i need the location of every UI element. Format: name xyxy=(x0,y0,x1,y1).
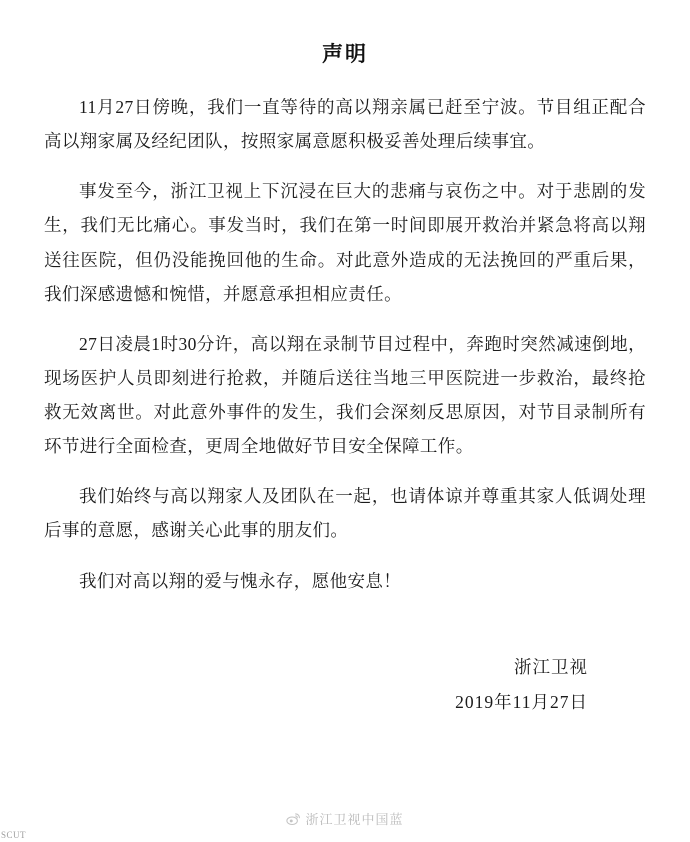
paragraph-1: 11月27日傍晚，我们一直等待的高以翔亲属已赶至宁波。节目组正配合高以翔家属及经纪团队，按照家属意愿积极妥善处理后续事宜。 xyxy=(44,97,646,152)
weibo-icon xyxy=(286,812,300,826)
watermark-text: 浙江卫视中国蓝 xyxy=(305,812,404,827)
watermark xyxy=(0,809,690,828)
paragraph-5: 我们对高以翔的爱与愧永存，愿他安息！ xyxy=(79,570,402,591)
corner-mark: SCUT xyxy=(1,830,27,840)
paragraph-4: 我们始终与高以翔家人及团队在一起，也请体谅并尊重其家人低调处理后事的意愿，感谢关心此事的朋友们。 xyxy=(44,486,646,541)
signature-block xyxy=(44,650,646,720)
paragraph-2: 事发至今，浙江卫视上下沉浸在巨大的悲痛与哀伤之中。对于悲剧的发生，我们无比痛心。事发当时，我们在第一时间即展开救治并紧急将高以翔送往医院，但仍没能挽回他的生命。对此意外造成的无法挽回的严重后果，我们深感遗憾和惋惜，并愿意承担相应责任。 xyxy=(44,181,646,304)
signature-date: 2019年11月27日 xyxy=(455,691,588,712)
paragraph-3: 27日凌晨1时30分许，高以翔在录制节目过程中，奔跑时突然减速倒地，现场医护人员即刻进行抢救，并随后送往当地三甲医院进一步救治，最终抢救无效离世。对此意外事件的发生，我们会深刻反思原因，对节目录制所有环节进行全面检查，更周全地做好节目安全保障工作。 xyxy=(44,333,646,457)
page-title: 声明 xyxy=(322,42,368,66)
signature-organization: 浙江卫视 xyxy=(514,656,588,677)
